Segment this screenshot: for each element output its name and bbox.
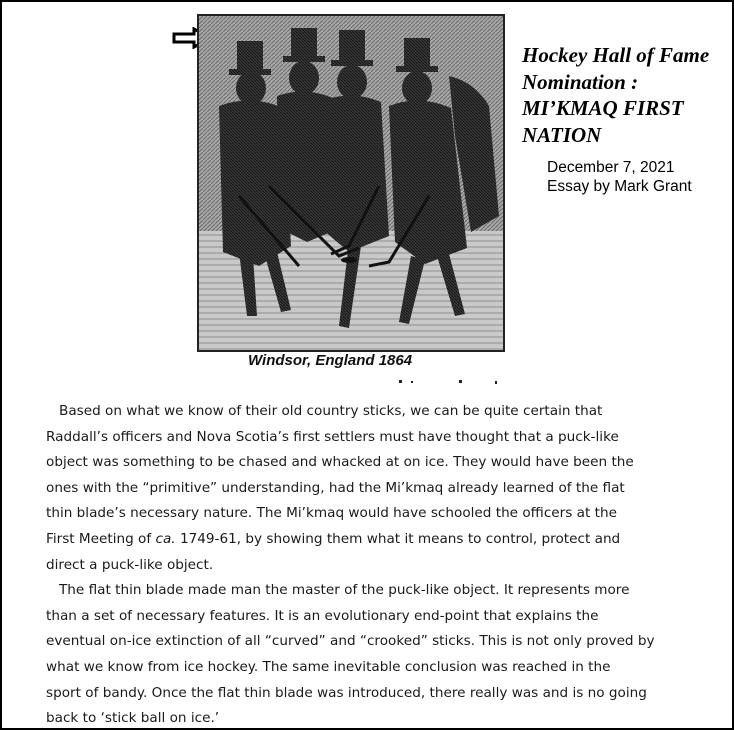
text-line: thin blade’s necessary nature. The Mi’kmaq would have schooled the officers at the (46, 505, 617, 522)
document-title (522, 42, 732, 148)
title-line: Hockey Hall of Fame (522, 43, 710, 67)
text-line: direct a puck-like object. (46, 556, 214, 573)
text-line: Based on what we know of their old country sticks, we can be quite certain that (59, 403, 603, 419)
title-line: Nomination : (522, 69, 639, 94)
document-meta (547, 158, 692, 196)
title-line: NATION (522, 122, 602, 147)
paragraph-1 (46, 399, 726, 578)
text-line: sport of bandy. Once the flat thin blade was introduced, there really was and is no going (46, 684, 647, 701)
caption-marks (397, 370, 507, 389)
title-line: MI’KMAQ FIRST (522, 96, 684, 120)
text-line: Raddall’s officers and Nova Scotia’s first settlers must have thought that a puck-like (46, 428, 619, 445)
paragraph-2 (46, 578, 726, 730)
photo-caption: Windsor, England 1864 (248, 352, 413, 369)
date: December 7, 2021 (547, 159, 675, 176)
text-line (46, 527, 726, 553)
text-line: object was something to be chased and whacked at on ice. They would have been the (46, 454, 634, 471)
text-fragment: First Meeting of (46, 530, 156, 547)
italic-abbreviation: ca. (155, 530, 176, 547)
text-line: back to ‘stick ball on ice.’ (46, 710, 220, 727)
text-line: than a set of necessary features. It is an evolutionary end-point that explains the (46, 607, 599, 624)
text-line: ones with the “primitive” understanding, had the Mi’kmaq already learned of the flat (46, 479, 625, 496)
text-line: The flat thin blade made man the master of the puck-like object. It represents more (59, 582, 630, 599)
author: Essay by Mark Grant (547, 178, 692, 195)
historical-photo (197, 14, 505, 352)
text-line: what we know from ice hockey. The same inevitable conclusion was reached in the (46, 658, 611, 675)
text-line: eventual on-ice extinction of all “curved” and “crooked” sticks. This is not only proved by (46, 633, 655, 650)
text-fragment: 1749-61, by showing them what it means to control, protect and (175, 530, 621, 547)
essay-body (46, 399, 726, 730)
